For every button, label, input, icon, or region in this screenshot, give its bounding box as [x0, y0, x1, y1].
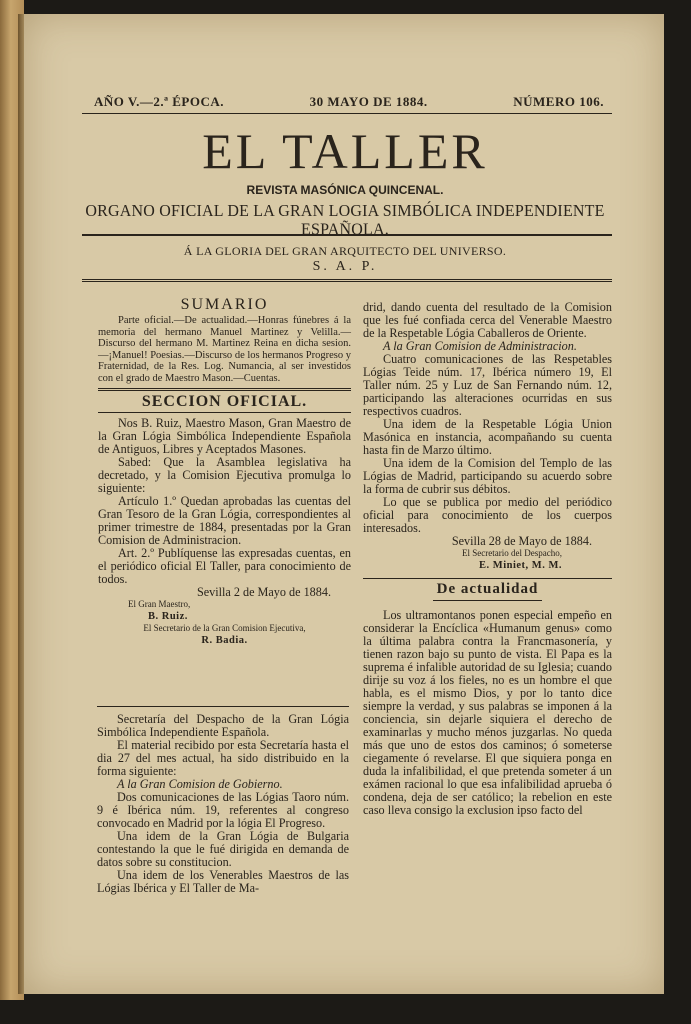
right-paragraph: Cuatro comunicaciones de las Respetables Lógias Teide núm. 17, Ibérica número 19, El Taller núm. 25 y Luz de San Fernando núm. 12, participando las alteraciones ocurridas en sus respectivos cuadros. [363, 352, 612, 418]
masthead-rule-top [82, 113, 612, 114]
signature-name: B. Ruiz. [148, 611, 188, 622]
right-column [363, 301, 612, 817]
oficial-paragraph: Art. 2.º Publíquense las expresadas cuentas, en el periódico oficial El Taller, para conocimiento de todos. [98, 546, 351, 586]
signature-role: El Secretario del Despacho, [462, 548, 562, 558]
masthead-gloria: Á LA GLORIA DEL GRAN ARQUITECTO DEL UNIVERSO. [183, 244, 507, 258]
secretaria-paragraph: Una idem de la Gran Lógia de Bulgaria contestando la que le fué dirigida en demanda de datos sobre su constitucion. [97, 829, 349, 869]
divider [363, 578, 612, 579]
secretaria-paragraph: Una idem de los Venerables Maestros de las Lógias Ibérica y El Taller de Ma- [97, 868, 349, 895]
issue-date: 30 MAYO DE 1884. [309, 94, 428, 109]
oficial-paragraph: Sabed: Que la Asamblea legislativa ha decretado, y la Comision Ejecutiva promulga lo siguiente: [98, 455, 351, 495]
oficial-paragraph: Artículo 1.º Quedan aprobadas las cuentas del Gran Tesoro de la Gran Lógia, correspondientes al primer trimestre de 1884, presentadas por la Gran Comision de Administracion. [98, 494, 351, 547]
right-date: Sevilla 28 de Mayo de 1884. [451, 534, 592, 548]
actualidad-paragraph: Los ultramontanos ponen especial empeño en considerar la Encíclica «Humanum genus» como la última palabra contra la Francmasonería, y tienen razon bajo su punto de vista. El Papa es la suprema é infalible autoridad de su Iglesia; cuando dirije su voz á los fieles, no es un hombre el que habla, es el mismo Dios, y por lo tanto dice siempre la verdad, y sus palabras se imponen á la conciencia, sin dejarle siquiera el derecho de examinarlas y mucho ménos juzgarlas. No queda más que uno de estos dos caminos; ó someterse ciegamente ó revelarse. El que siquiera ponga en duda la infalibilidad, el que pretenda someter á un exámen racional lo que esa infalibilidad aprueba ó condena, deja de ser católico; la rebelion en este caso lleva consigo la exclusion ipso facto del [363, 608, 612, 817]
divider [97, 706, 349, 707]
oficial-heading: SECCION OFICIAL. [141, 393, 308, 410]
masthead-rule-bottom [82, 279, 612, 284]
issue-year: AÑO V.—2.ª ÉPOCA. [94, 94, 225, 109]
right-heading: A la Gran Comision de Administracion. [383, 339, 577, 353]
masthead-sap: S. A. P. [312, 259, 378, 274]
secretaria-heading: A la Gran Comision de Gobierno. [117, 777, 283, 791]
oficial-date: Sevilla 2 de Mayo de 1884. [196, 585, 331, 599]
secretaria-paragraph: Secretaría del Despacho de la Gran Lógia Simbólica Independiente Española. [97, 712, 349, 739]
left-column [98, 296, 351, 647]
divider [98, 412, 351, 413]
actualidad-heading: De actualidad [436, 581, 539, 597]
right-paragraph: Una idem de la Comision del Templo de las Lógias de Madrid, participando su acuerdo sobre la forma de cubrir sus débitos. [363, 456, 612, 496]
sumario-heading: SUMARIO [180, 296, 269, 313]
right-paragraph: drid, dando cuenta del resultado de la Comision que les fué confiada cerca del Venerable Maestro de la Respetable Lógia Caballeros de Oriente. [363, 300, 612, 340]
right-paragraph: Lo que se publica por medio del periódico oficial para conocimiento de los cuerpos interesados. [363, 495, 612, 535]
sumario-text: Parte oficial.—De actualidad.—Honras fúnebres á la memoria del hermano Manuel Martinez y Velilla.—Discurso del hermano M. Martinez Reina en dicha sesion.—¡Manuel! Poesias.—Discurso de los hermanos Progreso y Fraternidad, de la Res. Log. Numancia, al ser investidos con el grado de Maestro Mason.—Cuentas. [98, 315, 351, 384]
secretaria-paragraph: El material recibido por esta Secretaría hasta el dia 27 del mes actual, ha sido distribuido en la forma siguiente: [97, 738, 349, 778]
signature-role: El Secretario de la Gran Comision Ejecutiva, [143, 623, 306, 633]
divider [433, 600, 542, 601]
newspaper-title: EL TALLER [202, 123, 488, 179]
masthead-rule-mid [82, 234, 612, 236]
newspaper-organo: ORGANO OFICIAL DE LA GRAN LOGIA SIMBÓLICA INDEPENDIENTE ESPAÑOLA. [85, 202, 605, 239]
signature-name: R. Badia. [201, 635, 248, 646]
oficial-paragraph: Nos B. Ruiz, Maestro Mason, Gran Maestro de la Gran Lógia Simbólica Independiente Española de Antiguos, Libres y Aceptados Masones. [98, 416, 351, 456]
left-column-lower [97, 706, 349, 895]
masthead-info [94, 94, 604, 110]
signature-name: E. Miniet, M. M. [479, 560, 562, 571]
secretaria-paragraph: Dos comunicaciones de las Lógias Taoro núm. 9 é Ibérica núm. 19, referentes al congreso convocado en Madrid por la lógia El Progreso. [97, 790, 349, 830]
right-paragraph: Una idem de la Respetable Lógia Union Masónica en instancia, acompañando su cuenta hasta fin de Marzo último. [363, 417, 612, 457]
signature-role: El Gran Maestro, [128, 599, 191, 609]
issue-number: NÚMERO 106. [513, 94, 604, 109]
newspaper-subtitle: REVISTA MASÓNICA QUINCENAL. [246, 183, 444, 197]
divider [98, 388, 351, 391]
